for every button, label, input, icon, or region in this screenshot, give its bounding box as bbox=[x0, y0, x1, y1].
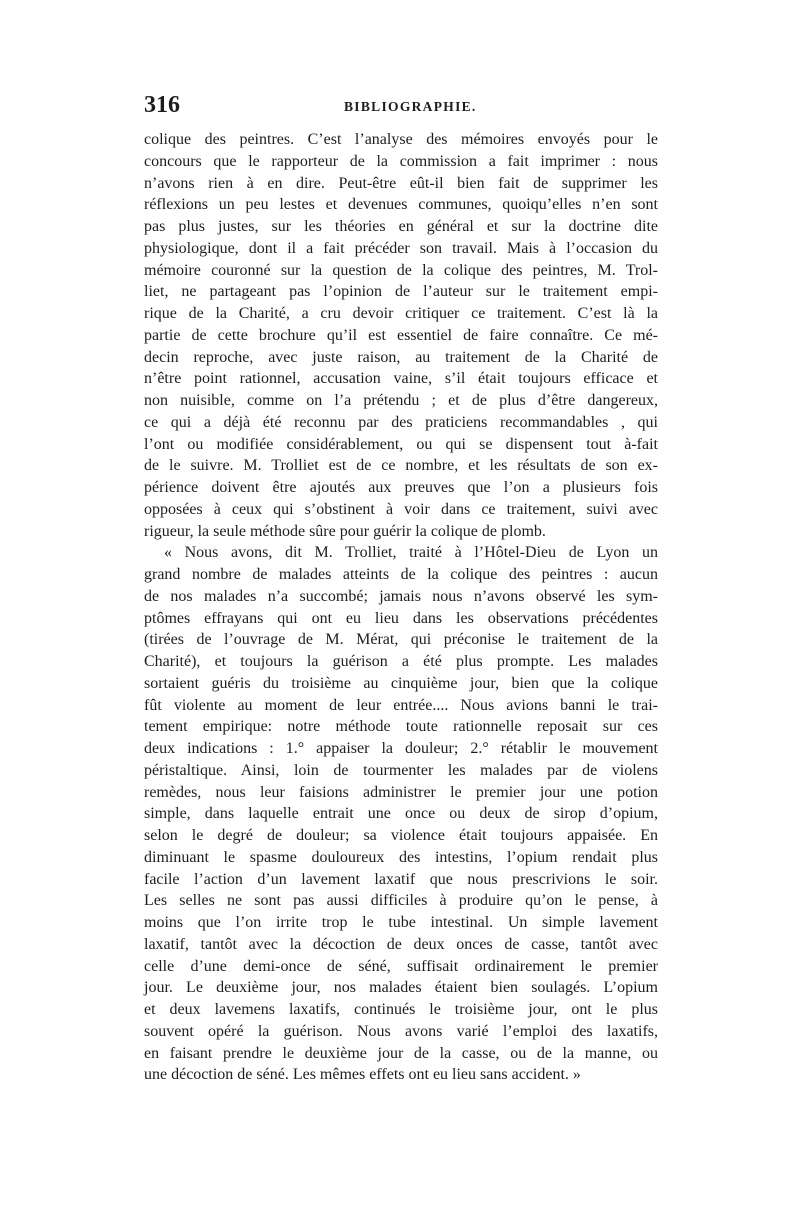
page-number: 316 bbox=[144, 92, 180, 118]
text-line: opposées à ceux qui s’obstinent à voir dans ce traitement, suivi avec bbox=[144, 500, 658, 518]
text-line: remèdes, nous leur faisions administrer le premier jour une potion bbox=[144, 783, 658, 801]
text-line: partie de cette brochure qu’il est essentiel de faire connaître. Ce mé- bbox=[144, 326, 658, 344]
text-line: ptômes effrayans qui ont eu lieu dans les observations précédentes bbox=[144, 609, 658, 627]
text-line: moins que l’on irrite trop le tube intestinal. Un simple lavement bbox=[144, 914, 658, 931]
text-line: liet, ne partageant pas l’opinion de l’auteur sur le traitement empi- bbox=[144, 283, 658, 301]
text-line: l’ont ou modifiée considérablement, ou qui se dispensent tout à-fait bbox=[144, 435, 658, 453]
text-line: souvent opéré la guérison. Nous avons varié l’emploi des laxatifs, bbox=[144, 1022, 658, 1040]
text-line: physiologique, dont il a fait précéder son travail. Mais à l’occasion du bbox=[144, 239, 658, 257]
text-line: fût violente au moment de leur entrée.... Nous avions banni le trai- bbox=[144, 696, 658, 714]
text-line: non nuisible, comme on l’a prétendu ; et de plus d’être dangereux, bbox=[144, 392, 658, 409]
text-line: Charité), et toujours la guérison a été plus prompte. Les malades bbox=[144, 653, 658, 670]
text-line: n’avons rien à en dire. Peut-être eût-il bien fait de supprimer les bbox=[144, 174, 658, 192]
text-line: colique des peintres. C’est l’analyse des mémoires envoyés pour le bbox=[144, 131, 658, 148]
text-line: facile l’action d’un lavement laxatif que nous prescrivions le soir. bbox=[144, 870, 658, 888]
text-line: laxatif, tantôt avec la décoction de deux onces de casse, tantôt avec bbox=[144, 935, 658, 953]
text-line: péristaltique. Ainsi, loin de tourmenter les malades par de violens bbox=[144, 761, 658, 779]
text-line: rique de la Charité, a cru devoir critiquer ce traitement. C’est là la bbox=[144, 305, 658, 322]
text-line: Les selles ne sont pas aussi difficiles à produire qu’on le pense, à bbox=[144, 892, 658, 910]
text-line: ce qui a déjà été reconnu par des praticiens recommandables , qui bbox=[144, 413, 658, 431]
text-line: périence doivent être ajoutés aux preuves que l’on a plusieurs fois bbox=[144, 479, 658, 496]
body-text bbox=[144, 129, 658, 1086]
text-line: selon le degré de douleur; sa violence était toujours appaisée. En bbox=[144, 827, 658, 844]
text-line: rigueur, la seule méthode sûre pour guérir la colique de plomb. bbox=[144, 522, 546, 540]
text-line: tement empirique: notre méthode toute rationnelle reposait sur ces bbox=[144, 718, 658, 736]
text-line: simple, dans laquelle entrait une once ou deux de sirop d’opium, bbox=[144, 805, 658, 823]
text-line: diminuant le spasme douloureux des intestins, l’opium rendait plus bbox=[144, 848, 658, 866]
text-line: « Nous avons, dit M. Trolliet, traité à l’Hôtel-Dieu de Lyon un bbox=[164, 544, 658, 562]
text-line: réflexions un peu lestes et devenues communes, quoiqu’elles n’en sont bbox=[144, 196, 658, 214]
text-line: concours que le rapporteur de la commission a fait imprimer : nous bbox=[144, 152, 658, 170]
text-line: mémoire couronné sur la question de la colique des peintres, M. Trol- bbox=[144, 261, 658, 279]
text-line: jour. Le deuxième jour, nos malades étaient bien soulagés. L’opium bbox=[144, 979, 658, 997]
text-line: grand nombre de malades atteints de la colique des peintres : aucun bbox=[144, 566, 658, 583]
text-line: de nos malades n’a succombé; jamais nous n’avons observé les sym- bbox=[144, 587, 658, 605]
running-head: BIBLIOGRAPHIE. bbox=[344, 99, 477, 114]
text-line: n’être point rationnel, accusation vaine, s’il était toujours efficace et bbox=[144, 370, 658, 388]
text-line: pas plus justes, sur les théories en général et sur la doctrine dite bbox=[144, 218, 658, 235]
text-line: une décoction de séné. Les mêmes effets ont eu lieu sans accident. » bbox=[144, 1066, 581, 1084]
text-line: sortaient guéris du troisième au cinquième jour, bien que la colique bbox=[144, 674, 658, 692]
text-line: decin reproche, avec juste raison, au traitement de la Charité de bbox=[144, 348, 658, 366]
text-line: celle d’une demi-once de séné, suffisait ordinairement le premier bbox=[144, 957, 658, 975]
text-line: en faisant prendre le deuxième jour de la casse, ou de la manne, ou bbox=[144, 1044, 658, 1062]
text-line: et deux lavemens laxatifs, continués le troisième jour, ont le plus bbox=[144, 1001, 658, 1018]
page-header bbox=[144, 92, 658, 124]
text-line: de le suivre. M. Trolliet est de ce nombre, et les résultats de son ex- bbox=[144, 457, 658, 475]
text-line: (tirées de l’ouvrage de M. Mérat, qui préconise le traitement de la bbox=[144, 631, 658, 649]
text-line: deux indications : 1.° appaiser la douleur; 2.° rétablir le mouvement bbox=[144, 740, 658, 757]
